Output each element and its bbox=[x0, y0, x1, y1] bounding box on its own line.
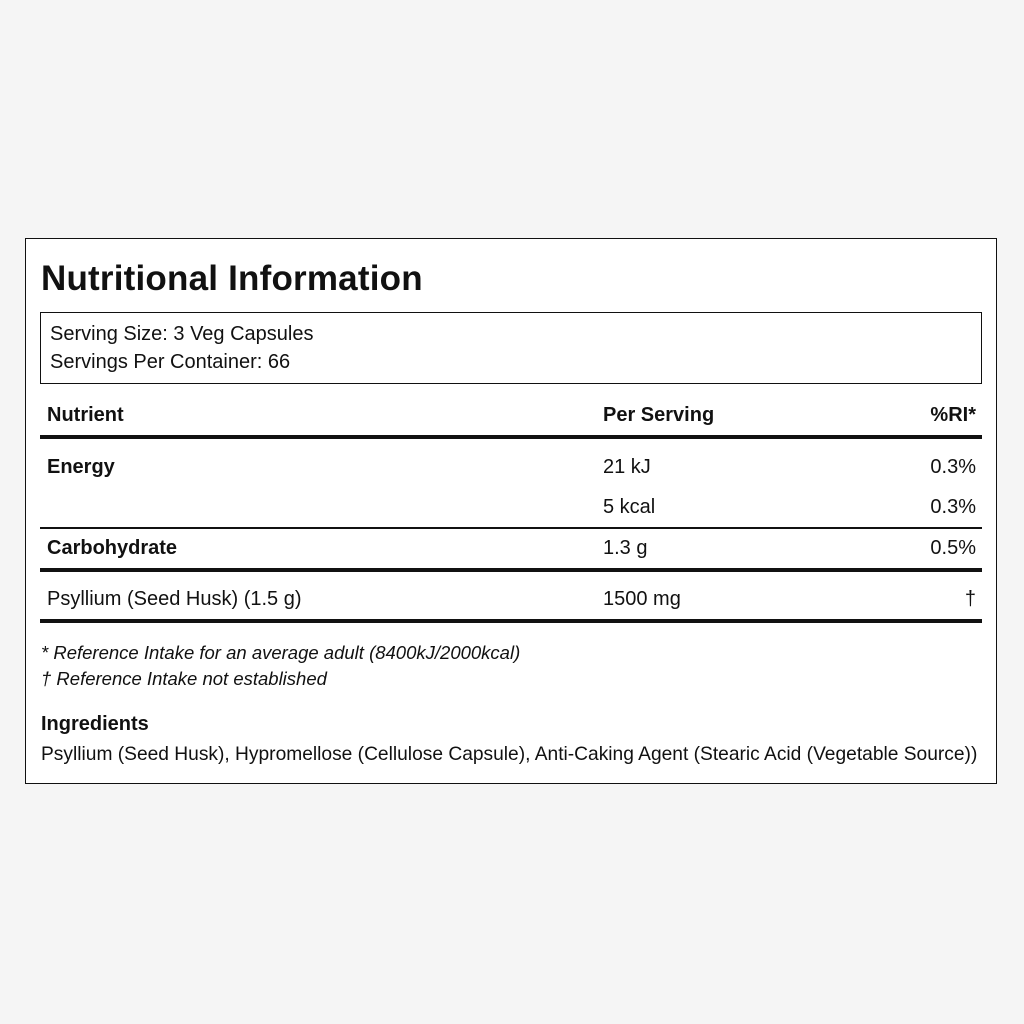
nutrient-name: Energy bbox=[47, 456, 115, 478]
header-per-serving: Per Serving bbox=[603, 404, 715, 426]
nutrient-name: Psyllium (Seed Husk) (1.5 g) bbox=[47, 588, 302, 610]
ri-value: 0.3% bbox=[930, 496, 976, 518]
panel-title: Nutritional Information bbox=[41, 259, 423, 298]
nutrient-name: Carbohydrate bbox=[47, 537, 178, 559]
serving-size: Serving Size: 3 Veg Capsules bbox=[50, 323, 314, 345]
header-divider bbox=[40, 435, 982, 439]
per-serving-value: 1.3 g bbox=[603, 537, 648, 559]
ri-value: 0.3% bbox=[930, 456, 976, 478]
header-ri: %RI* bbox=[930, 404, 976, 426]
per-serving-value: 5 kcal bbox=[603, 496, 656, 518]
header-nutrient: Nutrient bbox=[47, 404, 124, 426]
row-divider bbox=[40, 527, 982, 529]
ri-value: † bbox=[964, 588, 976, 610]
per-serving-value: 21 kJ bbox=[603, 456, 651, 478]
ri-value: 0.5% bbox=[930, 537, 976, 559]
ingredients-heading: Ingredients bbox=[41, 713, 149, 735]
footnote-ri: * Reference Intake for an average adult (8400kJ/2000kcal) bbox=[41, 642, 521, 663]
per-serving-value: 1500 mg bbox=[603, 588, 681, 610]
servings-per-container: Servings Per Container: 66 bbox=[50, 351, 291, 373]
serving-info-box bbox=[40, 312, 982, 384]
footnote-dagger: † Reference Intake not established bbox=[41, 668, 327, 689]
nutrition-panel bbox=[25, 238, 997, 784]
table-bottom-divider bbox=[40, 619, 982, 623]
section-divider bbox=[40, 568, 982, 572]
ingredients-text: Psyllium (Seed Husk), Hypromellose (Cellulose Capsule), Anti-Caking Agent (Stearic Acid (Vegetable Source)) bbox=[41, 744, 978, 765]
